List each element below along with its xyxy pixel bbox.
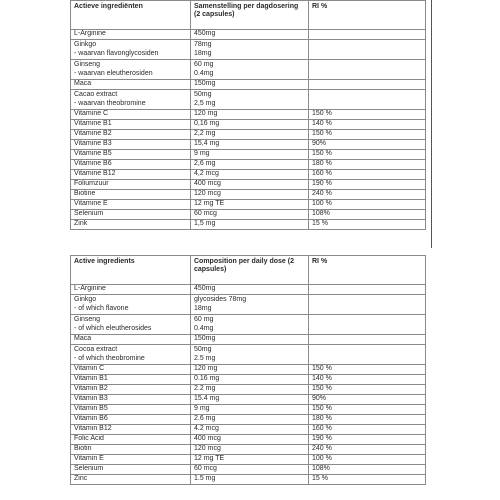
amount-text: 60 mg — [194, 61, 214, 69]
table-row — [71, 445, 426, 455]
table-row — [71, 295, 426, 315]
ri-percent-cell: 150 % — [309, 405, 426, 415]
amount-cell — [191, 435, 309, 445]
amount-cell — [191, 345, 309, 365]
ingredient-name-text: Vitamin E — [74, 455, 104, 463]
amount-cell — [191, 60, 309, 80]
amount-cell — [191, 475, 309, 485]
table-row — [71, 140, 426, 150]
ingredient-name-cell — [71, 140, 191, 150]
amount-text: 2,5 mg — [194, 99, 216, 107]
ingredient-name-cell — [71, 60, 191, 80]
ingredient-name-text: Ginseng — [74, 61, 101, 69]
ri-percent-cell: 240 % — [309, 445, 426, 455]
amount-cell — [191, 160, 309, 170]
ingredient-name-cell — [71, 170, 191, 180]
amount-cell — [191, 455, 309, 465]
ri-percent-cell — [309, 80, 426, 90]
amount-text: 9 mg — [194, 405, 210, 413]
table-header-row — [71, 1, 426, 30]
ingredient-name-text: Ginkgo — [74, 296, 97, 304]
amount-cell — [191, 315, 309, 335]
ingredients-table-english — [70, 255, 426, 485]
ingredient-name-text: Vitamin B2 — [74, 385, 108, 393]
ingredient-name-text: Maca — [74, 335, 92, 343]
amount-cell — [191, 90, 309, 110]
table-row — [71, 90, 426, 110]
ingredient-name-text: - waarvan eleutherosiden — [74, 69, 153, 77]
ingredient-name-cell — [71, 150, 191, 160]
table-header-row — [71, 256, 426, 285]
amount-text: 2.2 mg — [194, 385, 216, 393]
table-row — [71, 415, 426, 425]
ri-percent-cell — [309, 30, 426, 40]
table-row — [71, 395, 426, 405]
ingredient-name-text: - waarvan theobromine — [74, 99, 146, 107]
ingredient-name-text: Selenium — [74, 465, 104, 473]
ri-percent-cell: 150 % — [309, 130, 426, 140]
ingredient-name-text: Vitamine B12 — [74, 170, 116, 178]
amount-cell — [191, 210, 309, 220]
ri-percent-cell: 15 % — [309, 475, 426, 485]
ingredient-name-cell — [71, 285, 191, 295]
table-row — [71, 130, 426, 140]
ingredient-name-text: Biotin — [74, 445, 92, 453]
ingredient-name-text: - of which theobromine — [74, 354, 145, 362]
ri-percent-cell: 108% — [309, 465, 426, 475]
ri-percent-cell: 150 % — [309, 385, 426, 395]
amount-text: 2,6 mg — [194, 160, 216, 168]
ri-percent-cell — [309, 315, 426, 335]
ri-percent-cell — [309, 60, 426, 80]
ri-percent-cell — [309, 335, 426, 345]
amount-text: 4,2 mcg — [194, 170, 219, 178]
ingredients-table-dutch — [70, 0, 426, 230]
amount-cell — [191, 130, 309, 140]
ingredient-name-cell — [71, 295, 191, 315]
ri-percent-cell: 100 % — [309, 455, 426, 465]
ingredient-name-text: Vitamin B12 — [74, 425, 112, 433]
amount-text: 1,5 mg — [194, 220, 216, 228]
ri-percent-cell: 90% — [309, 140, 426, 150]
amount-text: 50mg — [194, 346, 212, 354]
ri-percent-cell: 150 % — [309, 110, 426, 120]
ingredient-name-text: Vitamine C — [74, 110, 109, 118]
amount-cell — [191, 395, 309, 405]
ingredient-name-text: Foliumzuur — [74, 180, 109, 188]
amount-text: 1.5 mg — [194, 475, 216, 483]
ingredient-name-text: Zink — [74, 220, 88, 228]
amount-text: 400 mcg — [194, 180, 221, 188]
ingredient-name-text: Cacao extract — [74, 91, 118, 99]
ri-percent-cell — [309, 90, 426, 110]
ingredient-name-cell — [71, 80, 191, 90]
ri-percent-cell — [309, 285, 426, 295]
ri-percent-cell — [309, 295, 426, 315]
ingredient-name-cell — [71, 90, 191, 110]
ingredient-name-cell — [71, 30, 191, 40]
ingredient-name-cell — [71, 200, 191, 210]
ingredient-name-cell — [71, 210, 191, 220]
table-row — [71, 220, 426, 230]
ingredient-name-cell — [71, 120, 191, 130]
ingredient-name-text: Vitamin B1 — [74, 375, 108, 383]
amount-cell — [191, 30, 309, 40]
ri-percent-cell: 190 % — [309, 180, 426, 190]
amount-cell — [191, 285, 309, 295]
ingredient-name-cell — [71, 335, 191, 345]
ingredient-name-cell — [71, 445, 191, 455]
ingredient-name-cell — [71, 455, 191, 465]
ingredient-name-text: Vitamine B2 — [74, 130, 112, 138]
amount-cell — [191, 415, 309, 425]
amount-text: 150mg — [194, 80, 216, 88]
table-row — [71, 160, 426, 170]
amount-text: 18mg — [194, 49, 212, 57]
amount-text: 60 mg — [194, 316, 214, 324]
ingredient-name-cell — [71, 395, 191, 405]
table-row — [71, 465, 426, 475]
amount-text: 78mg — [194, 41, 212, 49]
amount-cell — [191, 120, 309, 130]
table-row — [71, 170, 426, 180]
amount-cell — [191, 170, 309, 180]
ingredient-name-cell — [71, 435, 191, 445]
ri-percent-cell: 150 % — [309, 150, 426, 160]
amount-text: 12 mg TE — [194, 200, 225, 208]
ingredient-name-text: Vitamin B6 — [74, 415, 108, 423]
amount-text: 0.16 mg — [194, 375, 220, 383]
ingredient-name-cell — [71, 345, 191, 365]
ingredient-name-text: L-Arginine — [74, 30, 106, 38]
amount-cell — [191, 295, 309, 315]
ingredient-name-cell — [71, 110, 191, 120]
amount-text: glycosides 78mg — [194, 296, 247, 304]
ingredient-name-cell — [71, 315, 191, 335]
ri-percent-cell: 90% — [309, 395, 426, 405]
ingredient-name-cell — [71, 220, 191, 230]
ri-percent-cell: 160 % — [309, 170, 426, 180]
amount-text: 120 mcg — [194, 190, 221, 198]
amount-cell — [191, 445, 309, 455]
amount-cell — [191, 335, 309, 345]
amount-text: 120 mg — [194, 110, 218, 118]
ingredient-name-text: Maca — [74, 80, 92, 88]
header-composition: Samenstelling per dagdosering (2 capsules) — [191, 1, 309, 30]
table-row — [71, 150, 426, 160]
table-row — [71, 285, 426, 295]
ingredient-name-text: Vitamin B3 — [74, 395, 108, 403]
ri-percent-cell — [309, 40, 426, 60]
page-divider-line — [431, 0, 432, 248]
table-row — [71, 190, 426, 200]
ri-percent-cell: 190 % — [309, 435, 426, 445]
table-row — [71, 40, 426, 60]
amount-cell — [191, 150, 309, 160]
header-ri: RI % — [309, 1, 426, 30]
table-row — [71, 80, 426, 90]
table-row — [71, 435, 426, 445]
amount-text: 400 mcg — [194, 435, 221, 443]
amount-cell — [191, 385, 309, 395]
ingredient-name-text: Vitamin C — [74, 365, 105, 373]
ingredient-name-text: L-Arginine — [74, 285, 106, 293]
amount-cell — [191, 140, 309, 150]
header-ingredient: Active ingredients — [71, 256, 191, 285]
ri-percent-cell: 15 % — [309, 220, 426, 230]
amount-text: 12 mg TE — [194, 455, 225, 463]
table-row — [71, 120, 426, 130]
table-row — [71, 335, 426, 345]
amount-text: 4.2 mcg — [194, 425, 219, 433]
ingredient-name-text: Biotine — [74, 190, 96, 198]
ingredient-name-cell — [71, 415, 191, 425]
table-row — [71, 210, 426, 220]
amount-text: 15.4 mg — [194, 395, 220, 403]
amount-cell — [191, 365, 309, 375]
ingredient-name-cell — [71, 365, 191, 375]
amount-text: 120 mg — [194, 365, 218, 373]
table-row — [71, 30, 426, 40]
ri-percent-cell: 240 % — [309, 190, 426, 200]
table-row — [71, 385, 426, 395]
table-row — [71, 180, 426, 190]
amount-text: 18mg — [194, 304, 212, 312]
ingredient-name-text: - waarvan flavonglycosiden — [74, 49, 159, 57]
amount-text: 120 mcg — [194, 445, 221, 453]
table-row — [71, 200, 426, 210]
ingredient-name-cell — [71, 465, 191, 475]
amount-text: 60 mcg — [194, 210, 217, 218]
amount-cell — [191, 190, 309, 200]
amount-text: 2,2 mg — [194, 130, 216, 138]
amount-cell — [191, 200, 309, 210]
table-row — [71, 315, 426, 335]
ri-percent-cell: 108% — [309, 210, 426, 220]
ingredient-name-cell — [71, 385, 191, 395]
ingredient-name-cell — [71, 190, 191, 200]
ingredient-name-cell — [71, 475, 191, 485]
amount-cell — [191, 180, 309, 190]
ingredient-name-cell — [71, 425, 191, 435]
ri-percent-cell — [309, 345, 426, 365]
ingredient-name-cell — [71, 40, 191, 60]
table-row — [71, 475, 426, 485]
amount-cell — [191, 110, 309, 120]
header-ri: RI % — [309, 256, 426, 285]
table-row — [71, 425, 426, 435]
table-row — [71, 110, 426, 120]
ri-percent-cell: 180 % — [309, 160, 426, 170]
ri-percent-cell: 140 % — [309, 375, 426, 385]
ingredient-name-text: Vitamine B5 — [74, 150, 112, 158]
ingredient-name-text: - of which flavone — [74, 304, 129, 312]
ri-percent-cell: 150 % — [309, 365, 426, 375]
ingredient-name-text: - of which eleutherosides — [74, 324, 152, 332]
amount-cell — [191, 425, 309, 435]
amount-text: 2.6 mg — [194, 415, 216, 423]
amount-text: 60 mcg — [194, 465, 217, 473]
amount-text: 150mg — [194, 335, 216, 343]
table-row — [71, 365, 426, 375]
amount-cell — [191, 40, 309, 60]
ingredient-name-text: Vitamine B6 — [74, 160, 112, 168]
amount-cell — [191, 465, 309, 475]
table-row — [71, 455, 426, 465]
ingredient-name-cell — [71, 160, 191, 170]
ri-percent-cell: 160 % — [309, 425, 426, 435]
amount-text: 450mg — [194, 30, 216, 38]
ingredient-name-cell — [71, 405, 191, 415]
ingredient-name-text: Selenium — [74, 210, 104, 218]
ri-percent-cell: 180 % — [309, 415, 426, 425]
header-ingredient: Actieve ingrediënten — [71, 1, 191, 30]
ri-percent-cell: 140 % — [309, 120, 426, 130]
amount-text: 0.4mg — [194, 69, 214, 77]
amount-cell — [191, 405, 309, 415]
table-row — [71, 375, 426, 385]
table-row — [71, 405, 426, 415]
ingredient-name-text: Ginkgo — [74, 41, 97, 49]
amount-text: 450mg — [194, 285, 216, 293]
amount-cell — [191, 220, 309, 230]
ingredient-name-text: Vitamine B3 — [74, 140, 112, 148]
ingredient-name-text: Vitamine B1 — [74, 120, 112, 128]
ingredient-name-cell — [71, 180, 191, 190]
ingredient-name-cell — [71, 130, 191, 140]
amount-text: 15,4 mg — [194, 140, 220, 148]
ingredient-name-text: Cocoa extract — [74, 346, 118, 354]
amount-text: 0,16 mg — [194, 120, 220, 128]
amount-text: 0.4mg — [194, 324, 214, 332]
amount-cell — [191, 80, 309, 90]
amount-text: 9 mg — [194, 150, 210, 158]
table-row — [71, 345, 426, 365]
ingredient-name-text: Vitamin B5 — [74, 405, 108, 413]
ingredient-name-text: Zinc — [74, 475, 88, 483]
amount-text: 2.5 mg — [194, 354, 216, 362]
header-composition: Composition per daily dose (2 capsules) — [191, 256, 309, 285]
amount-text: 50mg — [194, 91, 212, 99]
ingredient-name-text: Vitamine E — [74, 200, 108, 208]
ingredient-name-text: Folic Acid — [74, 435, 104, 443]
table-row — [71, 60, 426, 80]
ingredient-name-text: Ginseng — [74, 316, 101, 324]
amount-cell — [191, 375, 309, 385]
ri-percent-cell: 100 % — [309, 200, 426, 210]
ingredient-name-cell — [71, 375, 191, 385]
